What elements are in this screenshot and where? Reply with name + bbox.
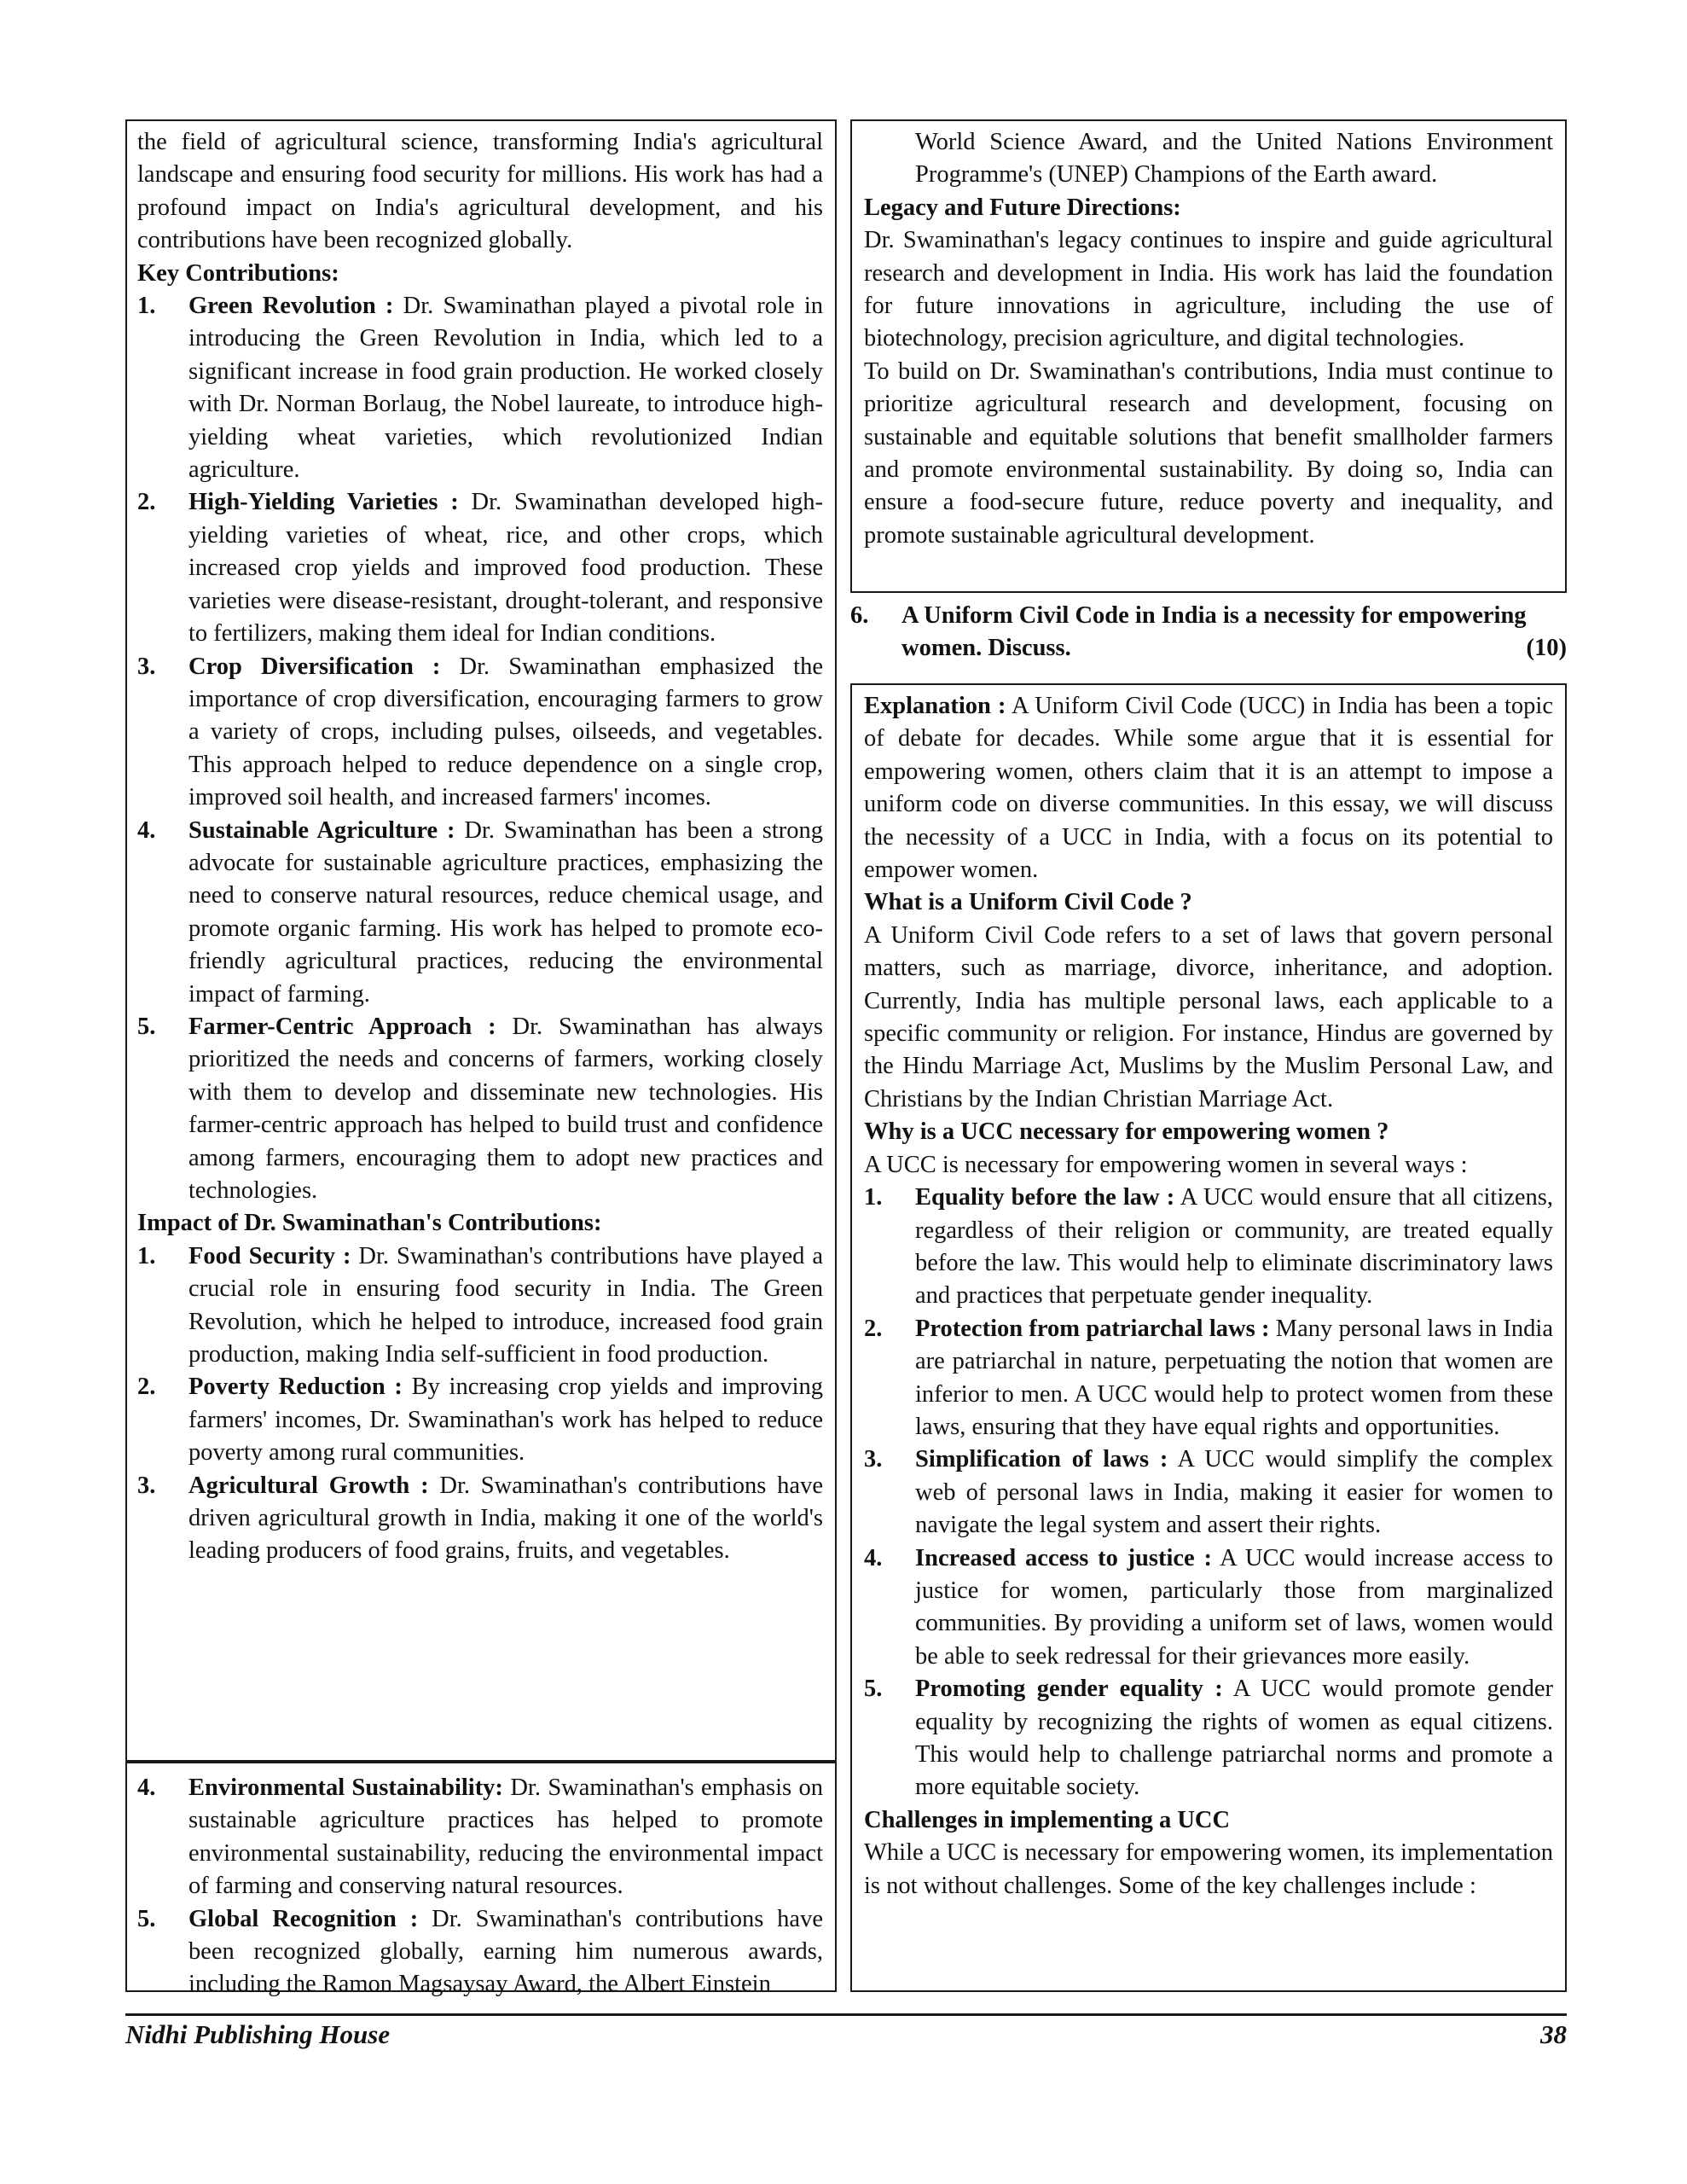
why-item-text: Many personal laws in India are patriarchal in nature, perpetuating the notion that women are inferior to men. A UCC would help to protect women from these laws, ensuring that they have equal rights and opportunities. [915,1315,1553,1440]
impact-item-body [188,1240,823,1372]
key-contributions-heading: Key Contributions: [137,259,339,287]
impact-item-body [188,1903,823,2001]
key-contribution-item-text: Dr. Swaminathan played a pivotal role in introducing the Green Revolution in India, which led to a significant increase in food grain production. He worked closely with Dr. Norman Borlaug, the Nobel laureate, to introduce high-yielding wheat varieties, which revolutionized Indian agriculture. [188,293,823,484]
key-contribution-item [137,486,823,650]
why-item-number: 2. [864,1315,883,1342]
legacy-paragraph-2: To build on Dr. Swaminathan's contributions, India must continue to prioritize agricultural research and development, focusing on sustainable and equitable solutions that benefit smallholder farmers and promote environmental sustainability. By doing so, India can ensure a food-secure future, reduce poverty and inequality, and promote sustainable agricultural development. [864,357,1553,549]
impact-item-number: 5. [137,1905,156,1932]
what-paragraph: A Uniform Civil Code refers to a set of laws that govern personal matters, such as marriage, divorce, inheritance, and adoption. Currently, India has multiple personal laws, each applicable to a specific community or religion. For instance, Hindus are governed by the Hindu Marriage Act, Muslims by the Muslim Personal Law, and Christians by the Indian Christian Marriage Act. [864,921,1553,1112]
impact-item-body [188,1470,823,1568]
key-contribution-item-body [188,815,823,1011]
why-item-text: A UCC would simplify the complex web of personal laws in India, making it easier for women to navigate the legal system and assert their rights. [915,1446,1553,1539]
explanation-paragraph: Explanation : A Uniform Civil Code (UCC) in India has been a topic of debate for decades. While some argue that it is essential for empowering women, others claim that it is an attempt to impose a uniform code on diverse communities. In this essay, we will discuss the necessity of a UCC in India, with a focus on its potential to empower women. [864,693,1553,884]
impact-item-body [188,1772,823,1903]
intro-paragraph: the field of agricultural science, transforming India's agricultural landscape and ensuring food security for millions. His work has had a profound impact on India's agricultural development, and his contributions have been recognized globally. [137,129,823,254]
award-continuation: World Science Award, and the United Nations Environment Programme's (UNEP) Champions of the Earth award. [915,129,1553,189]
key-contribution-item-lead: Crop Diversification : [188,653,441,680]
why-heading: Why is a UCC necessary for empowering women ? [864,1118,1389,1146]
impact-item-body [188,1371,823,1469]
question-row-1 [850,600,1567,632]
right-box-answer [850,683,1567,1992]
impact-item-number: 1. [137,1242,156,1269]
impact-item [137,1903,823,2001]
impact-item-number: 3. [137,1472,156,1499]
challenges-paragraph: While a UCC is necessary for empowering women, its implementation is not without challenges. Some of the key challenges include : [864,1839,1553,1899]
why-item-number: 5. [864,1676,883,1703]
why-item [864,1542,1553,1674]
key-contribution-item-number: 3. [137,653,156,680]
why-item-body [915,1313,1553,1444]
impact-item-text: Dr. Swaminathan's contributions have played a crucial role in ensuring food security in India. The Green Revolution, which he helped to introduce, increased food grain production, making India self-sufficient in food production. [188,1242,823,1368]
key-contribution-item-number: 5. [137,1013,156,1040]
impact-item-text: Dr. Swaminathan's contributions have been recognized globally, earning him numerous awards, including the Ramon Magsaysay Award, the Albert Einstein [188,1905,823,1998]
challenges-heading: Challenges in implementing a UCC [864,1806,1231,1833]
key-contribution-item-body [188,651,823,815]
right-box-legacy [850,119,1567,593]
key-contribution-item-number: 2. [137,489,156,516]
impact-item [137,1371,823,1469]
left-box-continued [125,1762,837,1998]
question-marks: (10) [1526,635,1567,662]
why-item-lead: Equality before the law : [915,1184,1175,1211]
key-contribution-item-lead: High-Yielding Varieties : [188,489,459,516]
impact-list [137,1240,823,1568]
impact-item [137,1240,823,1372]
why-item [864,1443,1553,1542]
impact-item-lead: Environmental Sustainability: [188,1774,503,1801]
key-contributions-list [137,290,823,1207]
impact-heading: Impact of Dr. Swaminathan's Contributions: [137,1210,602,1237]
why-item-text: A UCC would increase access to justice for women, particularly those from marginalized communities. By providing a uniform set of laws, women would be able to seek redressal for their grievances more easily. [915,1544,1553,1670]
why-intro: A UCC is necessary for empowering women in several ways : [864,1151,1468,1178]
what-heading: What is a Uniform Civil Code ? [864,889,1192,916]
key-contribution-item-body [188,486,823,650]
key-contribution-item-number: 4. [137,816,156,844]
why-item-text: A UCC would ensure that all citizens, regardless of their religion or community, are treated equally before the law. This would help to eliminate discriminatory laws and practices that perpetuate gender inequality. [915,1184,1554,1310]
why-item [864,1673,1553,1804]
question-line-2: women. Discuss. [901,635,1071,662]
why-item-lead: Increased access to justice : [915,1544,1212,1571]
question-number: 6. [850,602,869,629]
impact-item [137,1470,823,1568]
why-item-lead: Promoting gender equality : [915,1676,1223,1703]
legacy-paragraph-1: Dr. Swaminathan's legacy continues to inspire and guide agricultural research and development in India. His work has laid the foundation for future innovations in agriculture, including the use of biotechnology, precision agriculture, and digital technologies. [864,227,1553,352]
key-contribution-item [137,290,823,486]
key-contribution-item-lead: Sustainable Agriculture : [188,816,455,844]
impact-item-text: Dr. Swaminathan's contributions have driven agricultural growth in India, making it one of the world's leading producers of food grains, fruits, and vegetables. [188,1472,823,1565]
page-number: 38 [1540,2019,1567,2049]
question-row-2 [850,632,1567,665]
why-item [864,1313,1553,1444]
key-contribution-item [137,1011,823,1207]
impact-item-lead: Poverty Reduction : [188,1374,403,1401]
question-6 [850,600,1567,665]
publisher-name: Nidhi Publishing House [125,2019,391,2049]
key-contribution-item-text: Dr. Swaminathan has always prioritized the needs and concerns of farmers, working closely with them to develop and disseminate new technologies. His farmer-centric approach has helped to build trust and confidence among farmers, encouraging them to adopt new practices and technologies. [188,1013,823,1204]
why-item [864,1182,1553,1313]
key-contribution-item-number: 1. [137,293,156,320]
impact-item-lead: Food Security : [188,1242,351,1269]
key-contribution-item-text: Dr. Swaminathan developed high-yielding varieties of wheat, rice, and other crops, which increased crop yields and improved food production. These varieties were disease-resistant, drought-tolerant, and responsive to fertilizers, making them ideal for Indian conditions. [188,489,823,648]
why-item-lead: Simplification of laws : [915,1446,1168,1473]
key-contribution-item-text: Dr. Swaminathan emphasized the importance of crop diversification, encouraging farmers to grow a variety of crops, including pulses, oilseeds, and vegetables. This approach helped to reduce dependence on a single crop, improved soil health, and increased farmers' incomes. [188,653,823,811]
impact-item-lead: Agricultural Growth : [188,1472,429,1499]
impact-list-continued [137,1772,823,2001]
why-item-body [915,1542,1553,1674]
impact-item-number: 4. [137,1774,156,1801]
key-contribution-item-lead: Green Revolution : [188,293,394,320]
why-item-body [915,1182,1553,1313]
why-item-lead: Protection from patriarchal laws : [915,1315,1270,1342]
key-contribution-item-body [188,1011,823,1207]
why-item-body [915,1443,1553,1542]
why-item-text: A UCC would promote gender equality by recognizing the rights of women as equal citizens. This would help to challenge patriarchal norms and promote a more equitable society. [915,1676,1553,1801]
key-contribution-item [137,651,823,815]
impact-item [137,1772,823,1903]
impact-item-text: By increasing crop yields and improving farmers' incomes, Dr. Swaminathan's work has helped to reduce poverty among rural communities. [188,1374,823,1467]
question-line-1: A Uniform Civil Code in India is a necessity for empowering [901,602,1527,629]
key-contribution-item [137,815,823,1011]
why-item-number: 1. [864,1184,883,1211]
left-box-main [125,119,837,1762]
why-item-body [915,1673,1553,1804]
key-contribution-item-text: Dr. Swaminathan has been a strong advocate for sustainable agriculture practices, emphasizing the need to conserve natural resources, reduce chemical usage, and promote organic farming. His work has helped to promote eco-friendly agricultural practices, reducing the environmental impact of farming. [188,816,823,1008]
impact-item-lead: Global Recognition : [188,1905,419,1932]
why-item-number: 4. [864,1544,883,1571]
legacy-heading: Legacy and Future Directions: [864,194,1181,221]
key-contribution-item-body [188,290,823,486]
why-list [864,1182,1553,1804]
why-item-number: 3. [864,1446,883,1473]
page-footer [125,2013,1567,2050]
key-contribution-item-lead: Farmer-Centric Approach : [188,1013,496,1040]
impact-item-text: Dr. Swaminathan's emphasis on sustainable agriculture practices has helped to promote environmental sustainability, reducing the environmental impact of farming and conserving natural resources. [188,1774,823,1900]
impact-item-number: 2. [137,1374,156,1401]
